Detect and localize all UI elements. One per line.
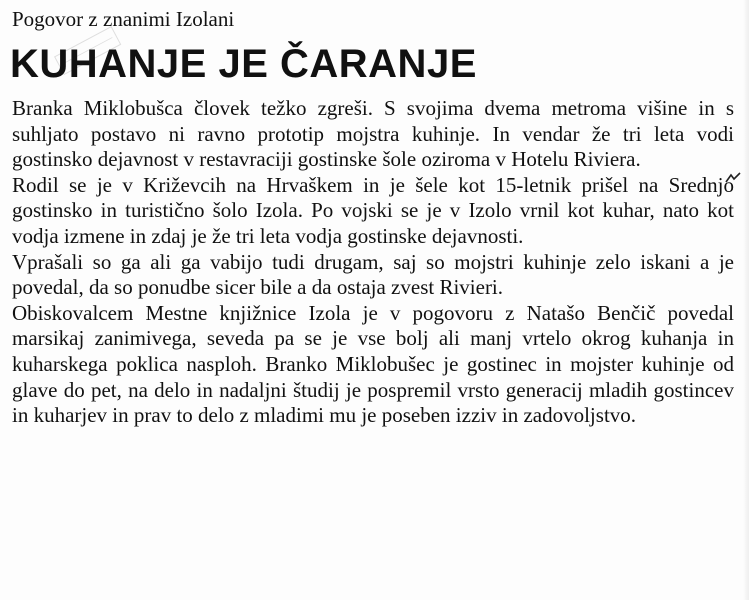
margin-pen-mark bbox=[725, 172, 741, 186]
article-paragraph: Rodil se je v Križevcih na Hrvaškem in je šele kot 15-letnik prišel na Srednjo gostinsko in turistično šolo Izola. Po vojski se je v Izolo vrnil kot kuhar, nato kot vodja izmene in zdaj je že tri leta vodja gostinske dejavnosti. bbox=[12, 172, 734, 248]
article-body bbox=[12, 96, 734, 429]
article-kicker: Pogovor z znanimi Izolani bbox=[12, 7, 235, 31]
article-headline: KUHANJE JE ČARANJE bbox=[10, 42, 477, 86]
article-paragraph: Obiskovalcem Mestne knjižnice Izola je v pogovoru z Natašo Benčič povedal marsikaj zanimivega, seveda pa se je vse bolj ali manj vrtelo okrog kuhanja in kuharskega poklica nasploh. Branko Miklobušec je gostinec in mojster kuhinje od glave do pet, na delo in nadaljni študij je pospremil vrsto generacij mladih gostincev in kuharjev in prav to delo z mladimi mu je poseben izziv in zadovoljstvo. bbox=[12, 300, 734, 428]
scan-edge-shadow bbox=[743, 0, 749, 600]
article-paragraph: Vprašali so ga ali ga vabijo tudi drugam, saj so mojstri kuhinje zelo iskani a je povedal, da so ponudbe sicer bile a da ostaja zvest Rivieri. bbox=[12, 249, 734, 300]
article-paragraph: Branka Miklobušca človek težko zgreši. S svojima dvema metroma višine in s suhljato postavo ni ravno prototip mojstra kuhinje. In vendar že tri leta vodi gostinsko dejavnost v restavraciji gostinske šole oziroma v Hotelu Riviera. bbox=[12, 96, 734, 172]
